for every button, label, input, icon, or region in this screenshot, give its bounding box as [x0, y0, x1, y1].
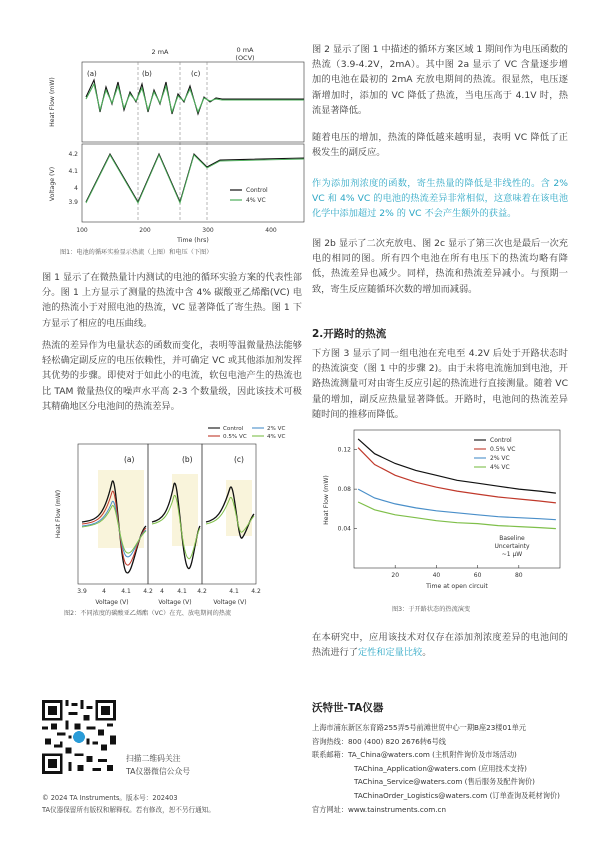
fig3-series-group: [358, 439, 556, 529]
p6-link[interactable]: 定性和定量比较: [357, 647, 423, 659]
fig3-ytick-label: 0.04: [337, 525, 351, 533]
fig1-xtick: 200: [139, 227, 151, 234]
fig2-xtick: 3.9: [77, 588, 87, 595]
col2-paragraph-3: 作为添加剂浓度的函数，寄生热量的降低是非线性的。含 2% VC 和 4% VC 的电池的热流差异非常相似，这意味着在该电池化学中添加超过 2% 的 VC 不会产生额外的获益。: [312, 178, 568, 220]
fig3-legend-4vc: 4% VC: [490, 464, 510, 471]
fig3-ylabel: Heat Flow (mW): [323, 475, 330, 525]
fig2-xtick: 4.2: [251, 588, 261, 595]
fig2-xtick: 4: [160, 588, 164, 595]
fig3-caption: 图3：于开路状态的热流演变: [392, 606, 471, 613]
hotline: 咨询热线：800 (400) 820 2676转6号线: [312, 736, 446, 746]
fig1-label-0ma: 0 mA: [236, 46, 254, 54]
fig1-panel-c: (c): [191, 70, 201, 78]
fig1-volt-control: [86, 154, 304, 202]
qr-caption: [126, 752, 190, 778]
fig1-vtick: 4.1: [68, 168, 78, 175]
fig2-panel-a: (a): [124, 455, 135, 464]
email-1[interactable]: TA_China@waters.com (主机附件询价及市场活动): [347, 750, 517, 760]
copyright-line: © 2024 TA Instruments。版本号：202403: [42, 794, 178, 802]
fig3-xtick-label: 20: [391, 572, 400, 579]
fig1-heat-ylabel: Heat Flow (mW): [49, 77, 56, 127]
fig2-xlabel: Voltage (V): [95, 599, 129, 606]
col2-paragraph-1: 图 2 显示了图 1 中描述的循环方案区域 1 期间作为电压函数的热流（3.9-4.2V，2mA）。其中图 2a 显示了 VC 含量逐步增加的电池在最初的 2mA 充放电期间的热流。很显然，电压逐渐增加时，添加的 VC 降低了热流，当电压高于 4.1V 时，热流显著降低。: [312, 44, 568, 116]
fig2-xtick: 4.1: [177, 588, 187, 595]
fig2-legend-4vc: 4% VC: [267, 434, 286, 440]
fig2-legend-2vc: 2% VC: [267, 426, 286, 432]
fig3-legend-2vc: 2% VC: [490, 455, 510, 462]
col2-paragraph-5: 下方图 3 显示了同一组电池在充电至 4.2V 后处于开路状态时的热流演变（图 1 中的步骤 2)。由于未将电流施加到电池，开路热流测量可对由寄生反应引起的热流进行直接测量。随着 VC 量的增加，副反应热量显著降低。开路时，电池间的热流差异随时间的推移而降低。: [312, 348, 568, 420]
email-4[interactable]: TAChinaOrder_Logistics@waters.com (订单查询及耗材询价): [354, 790, 560, 800]
copyright-block: [42, 792, 215, 816]
fig2-caption: 图2：不同浓度的碳酸亚乙烯酯（VC）在充、放电期间的热流: [64, 610, 232, 617]
col2-paragraph-2: 随着电压的增加，热流的降低越来越明显，表明 VC 降低了正极发生的副反应。: [312, 132, 568, 159]
company-address: 上海市浦东新区东育路255弄5号前滩世贸中心一期B座23楼01单元: [312, 723, 527, 732]
fig2-xtick: 4.2: [143, 588, 153, 595]
fig1-vtick: 4.2: [68, 151, 78, 158]
fig3-ytick-label: 0.12: [337, 446, 351, 454]
website-link[interactable]: 官方网址：www.tainstruments.com.cn: [312, 804, 447, 814]
fig2-legend-05vc: 0.5% VC: [223, 434, 247, 440]
fig3-series-control: [358, 439, 556, 493]
fig3-xtick-label: 40: [432, 572, 441, 579]
figure-1: [42, 42, 310, 278]
p6-suffix: 。: [422, 647, 432, 659]
email-label: 联系邮箱：: [312, 750, 348, 760]
fig3-series-0-5-vc: [358, 448, 556, 503]
p6-prefix: 在本研究中，应用该技术对仅存在添加剂浓度差异的电池间的热流进行了: [312, 632, 568, 659]
fig1-vtick: 4: [74, 185, 78, 192]
fig3-baseline-3: ~1 μW: [501, 551, 523, 558]
col2-paragraph-6: [312, 630, 568, 660]
fig2-panel-b: (b): [182, 455, 193, 464]
fig3-baseline-1: Baseline: [499, 535, 525, 542]
fig3-ytick-label: 0.08: [337, 486, 351, 494]
qr-caption-line2: TA仪器微信公众号: [126, 767, 191, 776]
figure-2: [42, 422, 304, 624]
fig1-vtick: 3.9: [68, 199, 78, 206]
email-3[interactable]: TAChina_Service@waters.com (售后服务及配件询价): [354, 777, 535, 787]
fig3-xtick-label: 80: [514, 572, 523, 579]
fig3-legend-05vc: 0.5% VC: [490, 446, 516, 453]
fig3-series-2-vc: [358, 489, 556, 520]
fig2-panel-c: (c): [234, 455, 244, 464]
fig2-xtick: 4: [102, 588, 106, 595]
qr-svg: [42, 700, 116, 774]
fig3-legend-control: Control: [490, 437, 512, 444]
figure-1-svg: [42, 42, 310, 278]
email-row: [312, 748, 582, 762]
fig3-baseline-2: Uncertainty: [494, 543, 530, 550]
fig1-volt-vc: [86, 155, 304, 203]
fig2-ylabel: Heat Flow (mW): [55, 489, 62, 539]
contact-block: [312, 700, 582, 816]
col1-paragraph-1: 图 1 显示了在微热量计内测试的电池的循环实验方案的代表性部分。图 1 上方显示了测量的热流中含 4% 碳酸亚乙烯酯(VC) 电池的热流小于对照电池的热流，VC 显著降低了寄生热。图 1 下方显示了相应的电压曲线。: [42, 272, 302, 329]
fig1-xtick: 100: [76, 227, 88, 234]
fig1-xtick: 400: [265, 227, 277, 234]
fig2-legend-control: Control: [223, 426, 244, 432]
fig1-legend-vc: 4% VC: [246, 197, 266, 204]
figure-3-chart: [316, 426, 566, 596]
email-2[interactable]: TAChina_Application@waters.com (应用技术支持): [354, 763, 527, 773]
rights-line: TA仪器保留所有版权和解释权。若有修改，恕不另行通知。: [42, 806, 215, 814]
fig2-xtick: 4.2: [197, 588, 207, 595]
fig2-xlabel: Voltage (V): [213, 599, 247, 606]
fig2-xtick: 4.1: [229, 588, 239, 595]
fig1-legend-control: Control: [246, 187, 268, 194]
figure-3: [316, 426, 566, 620]
fig1-xlabel: Time (hrs): [177, 237, 209, 244]
fig1-heat-control: [86, 80, 304, 114]
fig3-series-4-vc: [358, 502, 556, 529]
wechat-qr-code[interactable]: [42, 700, 116, 774]
fig1-caption: 图1：电池的循环实验显示热流（上图）和电压（下图）: [60, 249, 213, 256]
qr-caption-line1: 扫描二维码关注: [126, 754, 181, 763]
fig3-xticks: [391, 565, 522, 579]
col1-paragraph-2: 热流的差异作为电量状态的函数而变化，表明等温微量热法能够轻松确定副反应的电压依赖性，并可确定 VC 或其他添加剂发挥其优势的步骤。即使对于如此小的电流，软包电池产生的热流也比 TAM 微量热仪的噪声水平高 2-3 个数量级，因此该技术可极其精确地区分电池间的热流差异。: [42, 340, 302, 412]
fig3-xtick-label: 60: [473, 572, 482, 579]
fig3-xlabel: Time at open circuit: [426, 583, 488, 590]
section-title-open-circuit: 2.开路时的热流: [312, 328, 387, 340]
fig2-xlabel: Voltage (V): [158, 599, 192, 606]
fig1-heat-vc: [86, 84, 304, 112]
fig1-panel-a: (a): [87, 70, 97, 78]
fig1-label-ocv: (OCV): [235, 54, 255, 62]
fig1-panel-b: (b): [142, 70, 152, 78]
figure-2-svg: [42, 422, 304, 612]
fig1-label-2ma: 2 mA: [151, 48, 169, 56]
col2-paragraph-4: 图 2b 显示了二次充放电、图 2c 显示了第三次也是最后一次充电的相同的图。所有四个电池在所有电压下的热流均略有降低，热流差异也减少。同样，热流和热流差异减小。与预期一致，寄生反应随循环次数的增加而减弱。: [312, 238, 568, 295]
fig1-xtick: 300: [202, 227, 214, 234]
fig1-volt-ylabel: Voltage (V): [49, 166, 56, 202]
fig3-legend: [474, 437, 515, 471]
fig2-xtick: 4.1: [121, 588, 131, 595]
company-name: 沃特世-TA仪器: [312, 702, 384, 714]
